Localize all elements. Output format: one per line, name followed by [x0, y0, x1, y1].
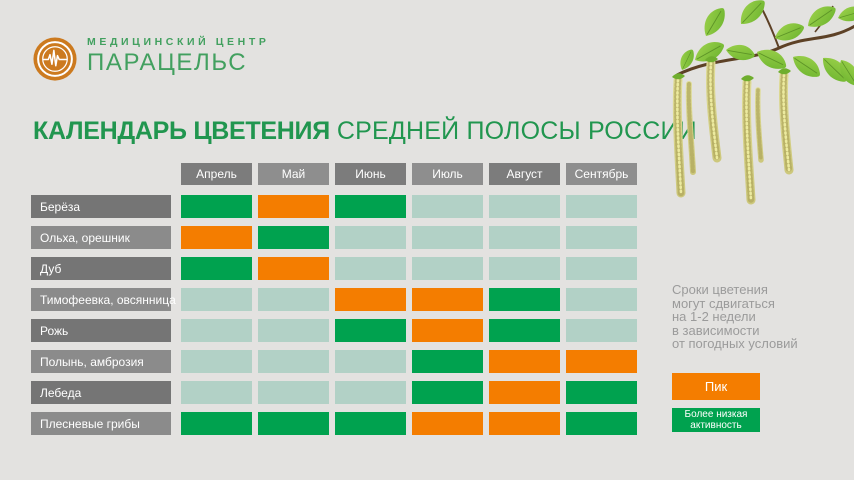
grid-cell — [489, 195, 560, 218]
row-label: Тимофеевка, овсянница — [31, 288, 171, 311]
page-title — [33, 110, 697, 147]
grid-cell — [335, 381, 406, 404]
catkins — [677, 63, 789, 200]
note-line: на 1-2 недели — [672, 309, 756, 325]
grid-cell — [566, 381, 637, 404]
grid-cell — [566, 319, 637, 342]
logo — [32, 36, 269, 82]
grid-cell — [412, 257, 483, 280]
grid-cell — [335, 319, 406, 342]
grid-cell — [412, 412, 483, 435]
grid-cell — [335, 350, 406, 373]
month-header: Август — [489, 163, 560, 185]
grid-cell — [181, 195, 252, 218]
month-header-row — [181, 163, 637, 185]
row-label: Лебеда — [31, 381, 171, 404]
legend-peak: Пик — [672, 373, 760, 400]
grid-cell — [489, 226, 560, 249]
grid-cell — [258, 288, 329, 311]
grid-cell — [258, 350, 329, 373]
note-line: в зависимости — [672, 322, 760, 338]
row-label: Полынь, амброзия — [31, 350, 171, 373]
grid-cell — [566, 257, 637, 280]
month-header: Июнь — [335, 163, 406, 185]
grid-cell — [489, 319, 560, 342]
grid-cell — [258, 412, 329, 435]
grid-cell — [489, 288, 560, 311]
grid-cell — [489, 350, 560, 373]
grid-cell — [258, 257, 329, 280]
grid-cell — [566, 288, 637, 311]
grid-cell — [335, 195, 406, 218]
grid-cell — [181, 381, 252, 404]
grid-cell — [258, 319, 329, 342]
grid-cell — [566, 350, 637, 373]
row-label: Дуб — [31, 257, 171, 280]
grid-cell — [335, 226, 406, 249]
grid-cell — [412, 319, 483, 342]
note-line: от погодных условий — [672, 336, 798, 352]
grid-cell — [181, 226, 252, 249]
grid-cell — [489, 412, 560, 435]
grid-cell — [335, 257, 406, 280]
pulse-logo-icon — [32, 36, 78, 82]
grid-cell — [181, 412, 252, 435]
note — [672, 283, 852, 351]
note-line: Сроки цветения — [672, 282, 768, 297]
month-header: Май — [258, 163, 329, 185]
birch-branch-image — [655, 0, 854, 252]
row-label: Ольха, орешник — [31, 226, 171, 249]
grid-cell — [566, 412, 637, 435]
grid-cell — [412, 350, 483, 373]
row-label: Плесневые грибы — [31, 412, 171, 435]
logo-text — [87, 36, 269, 75]
grid-cell — [181, 288, 252, 311]
row-label: Рожь — [31, 319, 171, 342]
grid-cell — [566, 195, 637, 218]
grid-cell — [258, 226, 329, 249]
logo-subtitle: МЕДИЦИНСКИЙ ЦЕНТР — [87, 36, 270, 48]
grid-cell — [181, 350, 252, 373]
grid-cell — [412, 226, 483, 249]
grid-cell — [258, 195, 329, 218]
grid-cell — [335, 412, 406, 435]
grid-cell — [566, 226, 637, 249]
grid-cell — [181, 257, 252, 280]
month-header: Сентябрь — [566, 163, 637, 185]
grid-cell — [335, 288, 406, 311]
row-label-column — [31, 195, 176, 435]
logo-name: ПАРАЦЕЛЬС — [87, 49, 248, 76]
row-label: Берёза — [31, 195, 171, 218]
grid-cell — [181, 319, 252, 342]
month-header: Апрель — [181, 163, 252, 185]
grid-cell — [489, 257, 560, 280]
grid-cell — [412, 195, 483, 218]
grid-cell — [489, 381, 560, 404]
month-header: Июль — [412, 163, 483, 185]
grid-cell — [412, 381, 483, 404]
grid-cell — [258, 381, 329, 404]
page-title-regular: СРЕДНЕЙ ПОЛОСЫ РОССИИ — [336, 117, 697, 145]
page-title-bold: КАЛЕНДАРЬ ЦВЕТЕНИЯ — [33, 117, 330, 145]
note-line: могут сдвигаться — [672, 295, 775, 311]
legend-low-activity: Более низкая активность — [672, 408, 760, 432]
calendar-grid — [181, 195, 637, 435]
grid-cell — [412, 288, 483, 311]
